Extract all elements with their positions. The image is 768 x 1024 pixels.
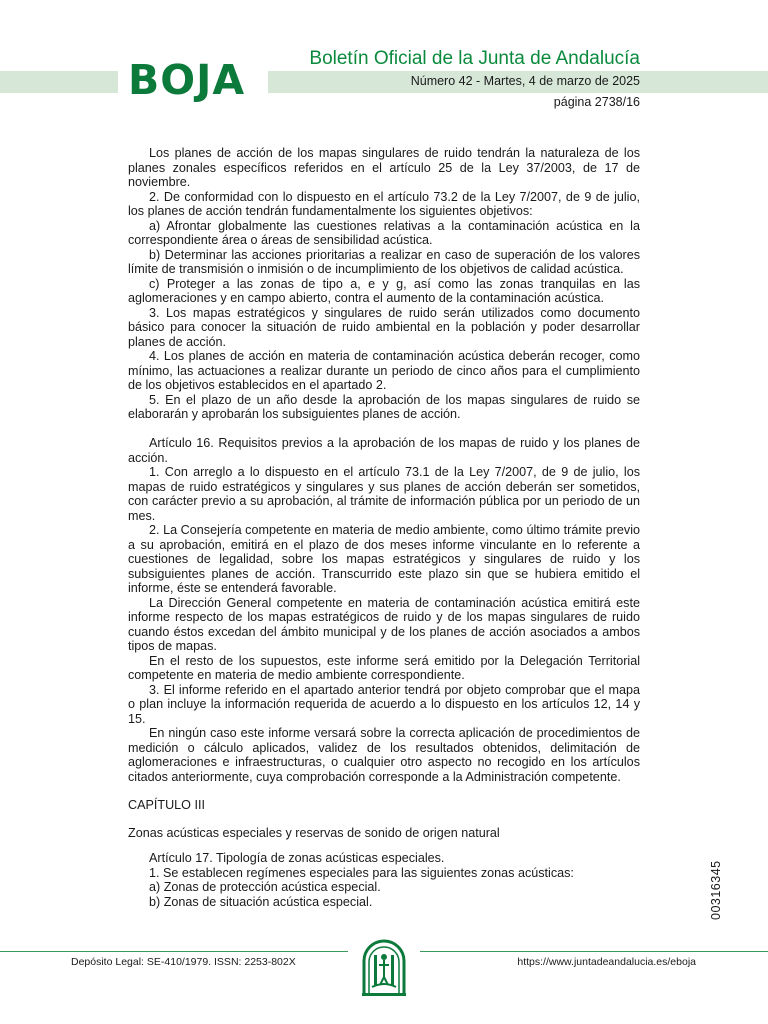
paragraph: En ningún caso este informe versará sobre la correcta aplicación de procedimientos de medición o cálculo aplicados, validez de los resultados obtenidos, delimitación de aglomeraciones e infraestructuras, o cualquier otro aspecto no recogido en los artículos citados anteriormente, cuya comprobación corresponde a la Administración competente. bbox=[128, 726, 640, 784]
paragraph: 4. Los planes de acción en materia de contaminación acústica deberán recoger, como mínimo, las actuaciones a realizar durante un periodo de cinco años para el cumplimiento de los objetivos establecidos en el apartado 2. bbox=[128, 349, 640, 392]
paragraph: a) Afrontar globalmente las cuestiones relativas a la contaminación acústica en la correspondiente área o áreas de sensibilidad acústica. bbox=[128, 218, 640, 247]
list-item: b) Zonas de situación acústica especial. bbox=[149, 894, 373, 909]
eboja-url[interactable]: https://www.juntadeandalucia.es/eboja bbox=[517, 956, 696, 968]
list-item: a) Zonas de protección acústica especial. bbox=[149, 880, 381, 894]
header-band bbox=[0, 71, 768, 93]
list-item: 1. Se establecen regímenes especiales para las siguientes zonas acústicas: bbox=[149, 865, 574, 880]
paragraph: 5. En el plazo de un año desde la aprobación de los mapas singulares de ruido se elaborarán y aprobarán los subsiguientes planes de acción. bbox=[128, 392, 640, 421]
bulletin-title: Boletín Oficial de la Junta de Andalucía bbox=[309, 48, 640, 69]
paragraph: 3. Los mapas estratégicos y singulares de ruido serán utilizados como documento básico para conocer la situación de ruido ambiental en la población y poder desarrollar planes de acción. bbox=[128, 305, 640, 349]
paragraph: En el resto de los supuestos, este informe será emitido por la Delegación Territorial competente en materia de medio ambiente correspondiente. bbox=[128, 653, 640, 682]
paragraph: La Dirección General competente en materia de contaminación acústica emitirá este informe respecto de los mapas estratégicos de ruido y de los mapas singulares de ruido cuando éstos excedan del ámbito municipal y de los planes de acción asociados a ambos tipos de mapas. bbox=[128, 595, 640, 653]
issue-info: Número 42 - Martes, 4 de marzo de 2025 bbox=[410, 74, 640, 88]
paragraph: Los planes de acción de los mapas singulares de ruido tendrán la naturaleza de los planes zonales específicos referidos en el artículo 25 de la Ley 37/2003, de 17 de noviembre. bbox=[128, 146, 640, 189]
chapter-heading: CAPÍTULO III bbox=[128, 798, 205, 812]
paragraph: 1. Con arreglo a lo dispuesto en el artículo 73.1 de la Ley 7/2007, de 9 de julio, los mapas de ruido estratégicos y singulares y sus planes de acción deberán ser sometidos, con carácter previo a su aprobación, al trámite de información pública por un periodo de un mes. bbox=[128, 465, 640, 523]
paragraph: 2. La Consejería competente en materia de medio ambiente, como último trámite previo a su aprobación, emitirá en el plazo de dos meses informe vinculante en lo referente a cuestiones de legalidad, sobre los mapas estratégicos y singulares de ruido y los subsiguientes planes de acción. Transcurrido este plazo sin que se hubiera emitido el informe, éste se entenderá favorable. bbox=[128, 523, 640, 595]
article-heading: Artículo 16. Requisitos previos a la aprobación de los mapas de ruido y los planes de acción. bbox=[128, 436, 640, 465]
paragraph: 3. El informe referido en el apartado anterior tendrá por objeto comprobar que el mapa o plan incluye la información requerida de acuerdo a lo dispuesto en los artículos 12, 14 y 15. bbox=[128, 682, 640, 726]
document-body bbox=[128, 146, 640, 909]
footer-rule bbox=[420, 951, 768, 952]
paragraph: 2. De conformidad con lo dispuesto en el artículo 73.2 de la Ley 7/2007, de 9 de julio, los planes de acción tendrán fundamentalmente los siguientes objetivos: bbox=[128, 189, 640, 218]
document-code: 00316345 bbox=[709, 860, 723, 920]
boja-logo: BOJA bbox=[124, 58, 249, 102]
footer-rule bbox=[0, 951, 348, 952]
legal-deposit: Depósito Legal: SE-410/1979. ISSN: 2253-802X bbox=[71, 956, 296, 968]
article-17 bbox=[128, 851, 640, 909]
article-heading: Artículo 17. Tipología de zonas acústicas especiales. bbox=[149, 851, 445, 865]
paragraph: c) Proteger a las zonas de tipo a, e y g, así como las zonas tranquilas en las aglomeraciones y en campo abierto, contra el aumento de la contaminación acústica. bbox=[128, 276, 640, 305]
junta-andalucia-emblem-icon bbox=[358, 937, 410, 997]
paragraph: b) Determinar las acciones prioritarias a realizar en caso de superación de los valores límite de transmisión o inmisión o de incumplimiento de los objetivos de calidad acústica. bbox=[128, 247, 640, 276]
chapter-title: Zonas acústicas especiales y reservas de sonido de origen natural bbox=[128, 825, 500, 840]
page-number: página 2738/16 bbox=[553, 95, 640, 109]
